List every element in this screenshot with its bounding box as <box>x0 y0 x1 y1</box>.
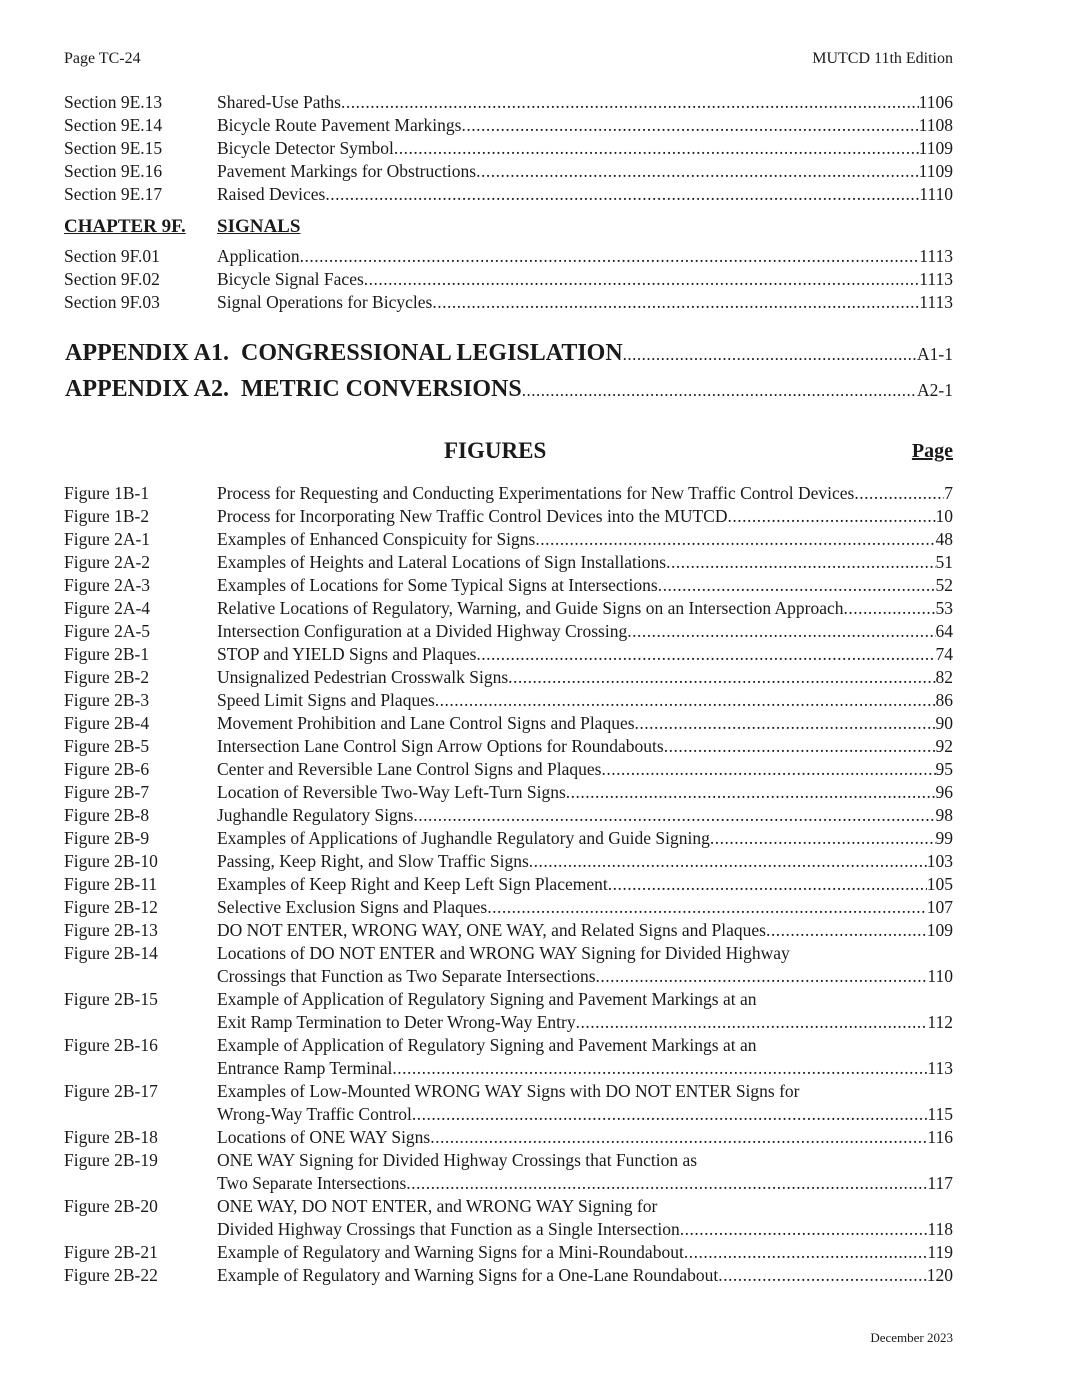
figure-entry-continued[interactable] <box>64 1103 953 1126</box>
figure-number: Figure 2B-10 <box>64 851 158 871</box>
figure-number: Figure 2B-15 <box>64 989 158 1009</box>
toc-entry[interactable] <box>64 268 953 291</box>
figure-title: DO NOT ENTER, WRONG WAY, ONE WAY, and Related Signs and Plaques <box>217 920 766 940</box>
figure-title: Center and Reversible Lane Control Signs and Plaques <box>217 759 602 779</box>
leader-dots <box>461 114 918 137</box>
page-ref: 118 <box>927 1219 953 1239</box>
figure-title: Example of Regulatory and Warning Signs for a One-Lane Roundabout <box>217 1265 719 1285</box>
page-ref: 1113 <box>919 269 953 289</box>
figure-number: Figure 2A-5 <box>64 621 151 641</box>
page-ref: 110 <box>927 966 953 986</box>
figure-title: STOP and YIELD Signs and Plaques <box>217 644 477 664</box>
leader-dots <box>766 919 927 942</box>
leader-dots <box>728 505 936 528</box>
figure-entry[interactable] <box>64 988 953 1011</box>
figure-entry[interactable] <box>64 896 953 919</box>
figure-entry[interactable] <box>64 758 953 781</box>
leader-dots <box>844 597 936 620</box>
page-ref: 92 <box>935 736 953 756</box>
toc-entry[interactable] <box>64 245 953 268</box>
page-ref: 109 <box>926 920 953 940</box>
page-ref: 1110 <box>919 184 953 204</box>
figure-entry[interactable] <box>64 1080 953 1103</box>
figure-title: Example of Regulatory and Warning Signs for a Mini-Roundabout <box>217 1242 684 1262</box>
figures-title: FIGURES <box>444 438 547 463</box>
toc-entry[interactable] <box>64 114 953 137</box>
section-title: Signal Operations for Bicycles <box>217 292 433 312</box>
section-number: Section 9E.13 <box>64 92 163 112</box>
figure-entry[interactable] <box>64 1195 953 1218</box>
figure-entry[interactable] <box>64 482 953 505</box>
figure-entry[interactable] <box>64 597 953 620</box>
section-number: Section 9E.14 <box>64 115 163 135</box>
section-title: Bicycle Detector Symbol <box>217 138 394 158</box>
figure-title-line2: Entrance Ramp Terminal <box>217 1058 393 1078</box>
figure-number: Figure 2B-16 <box>64 1035 158 1055</box>
figure-title-line2: Divided Highway Crossings that Function as a Single Intersection <box>217 1219 680 1239</box>
figure-entry-continued[interactable] <box>64 965 953 988</box>
figure-title-line1: ONE WAY Signing for Divided Highway Crossings that Function as <box>217 1150 698 1170</box>
figure-number: Figure 2B-20 <box>64 1196 158 1216</box>
figure-entry[interactable] <box>64 735 953 758</box>
page-ref: 52 <box>935 575 953 595</box>
figure-number: Figure 2B-12 <box>64 897 158 917</box>
figure-number: Figure 2B-22 <box>64 1265 158 1285</box>
appendix-title: APPENDIX A1. CONGRESSIONAL LEGISLATION <box>65 340 623 366</box>
appendix-title: APPENDIX A2. METRIC CONVERSIONS <box>65 376 522 402</box>
page-column-label: Page <box>911 440 953 462</box>
figure-entry[interactable] <box>64 942 953 965</box>
leader-dots <box>406 1172 927 1195</box>
leader-dots <box>576 1011 928 1034</box>
leader-dots <box>658 574 936 597</box>
figure-number: Figure 2B-4 <box>64 713 150 733</box>
figure-entry[interactable] <box>64 1034 953 1057</box>
leader-dots <box>487 896 927 919</box>
figure-entry[interactable] <box>64 804 953 827</box>
section-title: Shared-Use Paths <box>217 92 341 112</box>
page-ref: 113 <box>927 1058 953 1078</box>
page-ref: 115 <box>927 1104 953 1124</box>
page-ref: 117 <box>927 1173 953 1193</box>
chapter-label: CHAPTER 9F. <box>64 216 186 237</box>
section-title: Raised Devices <box>217 184 326 204</box>
leader-dots <box>341 91 919 114</box>
figure-title: Passing, Keep Right, and Slow Traffic Signs <box>217 851 529 871</box>
figure-number: Figure 2A-4 <box>64 598 151 618</box>
section-title: Bicycle Signal Faces <box>217 269 364 289</box>
figure-number: Figure 2B-13 <box>64 920 158 940</box>
toc-entry[interactable] <box>64 137 953 160</box>
leader-dots <box>718 1264 926 1287</box>
figure-title: Process for Incorporating New Traffic Control Devices into the MUTCD <box>217 506 728 526</box>
page-ref: 90 <box>935 713 953 733</box>
figure-entry[interactable] <box>64 1149 953 1172</box>
figure-title: Selective Exclusion Signs and Plaques <box>217 897 488 917</box>
figure-title-line2: Exit Ramp Termination to Deter Wrong-Way Entry <box>217 1012 576 1032</box>
section-title: Application <box>217 246 300 266</box>
figure-number: Figure 2B-2 <box>64 667 150 687</box>
figure-entry[interactable] <box>64 919 953 942</box>
figure-entry-continued[interactable] <box>64 1218 953 1241</box>
leader-dots <box>392 1057 927 1080</box>
figure-number: Figure 2B-3 <box>64 690 150 710</box>
leader-dots <box>529 850 927 873</box>
leader-dots <box>684 1241 928 1264</box>
figure-entry[interactable] <box>64 873 953 896</box>
leader-dots <box>430 1126 927 1149</box>
figure-title-line1: Example of Application of Regulatory Signing and Pavement Markings at an <box>217 1035 757 1055</box>
figure-entry-continued[interactable] <box>64 1011 953 1034</box>
leader-dots <box>535 528 935 551</box>
page-header <box>64 50 953 72</box>
figure-number: Figure 2B-18 <box>64 1127 158 1147</box>
page-ref: 105 <box>926 874 953 894</box>
page-ref: 119 <box>927 1242 953 1262</box>
page-ref: 98 <box>935 805 953 825</box>
leader-dots <box>364 268 920 291</box>
figure-title: Unsignalized Pedestrian Crosswalk Signs <box>217 667 509 687</box>
leader-dots <box>435 689 936 712</box>
figure-number: Figure 2B-9 <box>64 828 150 848</box>
leader-dots <box>432 291 919 314</box>
appendix-entry[interactable] <box>65 376 953 406</box>
figure-entry-continued[interactable] <box>64 1172 953 1195</box>
section-number: Section 9E.17 <box>64 184 163 204</box>
figure-title-line2: Two Separate Intersections <box>217 1173 407 1193</box>
leader-dots <box>412 1103 927 1126</box>
page-ref: 53 <box>935 598 953 618</box>
leader-dots <box>854 482 944 505</box>
page-number: Page TC-24 <box>64 50 141 67</box>
figure-title-line1: Locations of DO NOT ENTER and WRONG WAY Signing for Divided Highway <box>217 943 790 963</box>
page-ref: A1-1 <box>917 344 953 364</box>
page-ref: 51 <box>935 552 953 572</box>
toc-entry[interactable] <box>64 183 953 206</box>
leader-dots <box>508 666 935 689</box>
figure-entry[interactable] <box>64 689 953 712</box>
figure-entry-continued[interactable] <box>64 1057 953 1080</box>
figure-number: Figure 2A-3 <box>64 575 151 595</box>
figure-number: Figure 2B-8 <box>64 805 150 825</box>
page-ref: 1109 <box>918 161 953 181</box>
figure-number: Figure 1B-1 <box>64 483 150 503</box>
figure-number: Figure 2B-7 <box>64 782 150 802</box>
figure-title: Examples of Enhanced Conspicuity for Signs <box>217 529 536 549</box>
page-ref: 7 <box>944 483 953 503</box>
page-ref: 96 <box>935 782 953 802</box>
section-number: Section 9E.16 <box>64 161 163 181</box>
edition-title: MUTCD 11th Edition <box>812 50 953 67</box>
chapter-heading[interactable] <box>64 215 953 239</box>
page-ref: 86 <box>935 690 953 710</box>
page-ref: 116 <box>927 1127 953 1147</box>
figure-number: Figure 2A-2 <box>64 552 151 572</box>
page-ref: 82 <box>935 667 953 687</box>
figure-number: Figure 2B-19 <box>64 1150 158 1170</box>
page-ref: 107 <box>926 897 953 917</box>
leader-dots <box>300 245 920 268</box>
figure-title: Location of Reversible Two-Way Left-Turn Signs <box>217 782 566 802</box>
page-ref: 99 <box>935 828 953 848</box>
chapter-title: SIGNALS <box>217 216 301 237</box>
figure-title: Process for Requesting and Conducting Experimentations for New Traffic Control Devices <box>217 483 855 503</box>
section-title: Pavement Markings for Obstructions <box>217 161 477 181</box>
leader-dots <box>635 712 936 735</box>
figure-entry[interactable] <box>64 712 953 735</box>
section-number: Section 9F.03 <box>64 292 160 312</box>
figure-number: Figure 2B-6 <box>64 759 150 779</box>
figure-number: Figure 1B-2 <box>64 506 150 526</box>
page-footer-date: December 2023 <box>870 1330 953 1345</box>
figure-title: Movement Prohibition and Lane Control Signs and Plaques <box>217 713 635 733</box>
section-number: Section 9F.01 <box>64 246 160 266</box>
figure-title: Relative Locations of Regulatory, Warning, and Guide Signs on an Intersection Approach <box>217 598 844 618</box>
appendix-entry[interactable] <box>65 340 953 370</box>
figure-number: Figure 2A-1 <box>64 529 151 549</box>
figure-title-line2: Crossings that Function as Two Separate Intersections <box>217 966 596 986</box>
leader-dots <box>627 620 935 643</box>
page-ref: 1113 <box>919 292 953 312</box>
figure-title: Examples of Keep Right and Keep Left Sign Placement <box>217 874 608 894</box>
leader-dots <box>608 873 927 896</box>
page-ref: 1108 <box>918 115 953 135</box>
page-ref: 112 <box>927 1012 953 1032</box>
figure-entry[interactable] <box>64 781 953 804</box>
section-number: Section 9E.15 <box>64 138 163 158</box>
page-ref: 1113 <box>919 246 953 266</box>
figure-title-line1: Example of Application of Regulatory Signing and Pavement Markings at an <box>217 989 757 1009</box>
figure-number: Figure 2B-1 <box>64 644 150 664</box>
leader-dots <box>601 758 935 781</box>
figure-entry[interactable] <box>64 574 953 597</box>
figure-title: Speed Limit Signs and Plaques <box>217 690 435 710</box>
page-ref: 10 <box>935 506 953 526</box>
page-ref: 1106 <box>918 92 953 112</box>
figure-number: Figure 2B-14 <box>64 943 158 963</box>
page-ref: 64 <box>935 621 953 641</box>
leader-dots <box>666 551 935 574</box>
figure-title: Locations of ONE WAY Signs <box>217 1127 431 1147</box>
figure-entry[interactable] <box>64 643 953 666</box>
page-ref: 1109 <box>918 138 953 158</box>
figure-title: Intersection Configuration at a Divided Highway Crossing <box>217 621 628 641</box>
leader-dots <box>566 781 936 804</box>
toc-entry[interactable] <box>64 91 953 114</box>
figure-number: Figure 2B-21 <box>64 1242 158 1262</box>
figures-heading <box>64 438 953 468</box>
leader-dots <box>522 381 917 401</box>
figure-entry[interactable] <box>64 1241 953 1264</box>
figure-title-line1: Examples of Low-Mounted WRONG WAY Signs with DO NOT ENTER Signs for <box>217 1081 800 1101</box>
page-ref: 95 <box>935 759 953 779</box>
figure-title: Examples of Locations for Some Typical Signs at Intersections <box>217 575 658 595</box>
leader-dots <box>680 1218 928 1241</box>
figure-entry[interactable] <box>64 528 953 551</box>
leader-dots <box>394 137 919 160</box>
figure-number: Figure 2B-11 <box>64 874 158 894</box>
section-title: Bicycle Route Pavement Markings <box>217 115 462 135</box>
page-ref: 74 <box>935 644 953 664</box>
figure-entry[interactable] <box>64 850 953 873</box>
figure-title: Examples of Applications of Jughandle Regulatory and Guide Signing <box>217 828 710 848</box>
figure-number: Figure 2B-17 <box>64 1081 158 1101</box>
figure-title-line1: ONE WAY, DO NOT ENTER, and WRONG WAY Signing for <box>217 1196 658 1216</box>
figure-title: Jughandle Regulatory Signs <box>217 805 414 825</box>
figure-entry[interactable] <box>64 1126 953 1149</box>
figure-entry[interactable] <box>64 620 953 643</box>
figure-title: Intersection Lane Control Sign Arrow Options for Roundabouts <box>217 736 664 756</box>
section-number: Section 9F.02 <box>64 269 160 289</box>
figure-number: Figure 2B-5 <box>64 736 150 756</box>
leader-dots <box>623 345 917 365</box>
figure-entry[interactable] <box>64 1264 953 1287</box>
figure-entry[interactable] <box>64 505 953 528</box>
page-ref: 48 <box>935 529 953 549</box>
page-ref: 120 <box>926 1265 953 1285</box>
leader-dots <box>325 183 919 206</box>
page-ref: A2-1 <box>917 380 953 400</box>
figure-entry[interactable] <box>64 827 953 850</box>
leader-dots <box>476 160 919 183</box>
leader-dots <box>413 804 935 827</box>
toc-entry[interactable] <box>64 291 953 314</box>
figure-entry[interactable] <box>64 551 953 574</box>
leader-dots <box>476 643 935 666</box>
leader-dots <box>596 965 928 988</box>
figure-entry[interactable] <box>64 666 953 689</box>
page-ref: 103 <box>926 851 953 871</box>
figure-title: Examples of Heights and Lateral Locations of Sign Installations <box>217 552 667 572</box>
figure-title-line2: Wrong-Way Traffic Control <box>217 1104 412 1124</box>
toc-entry[interactable] <box>64 160 953 183</box>
leader-dots <box>664 735 936 758</box>
leader-dots <box>710 827 936 850</box>
